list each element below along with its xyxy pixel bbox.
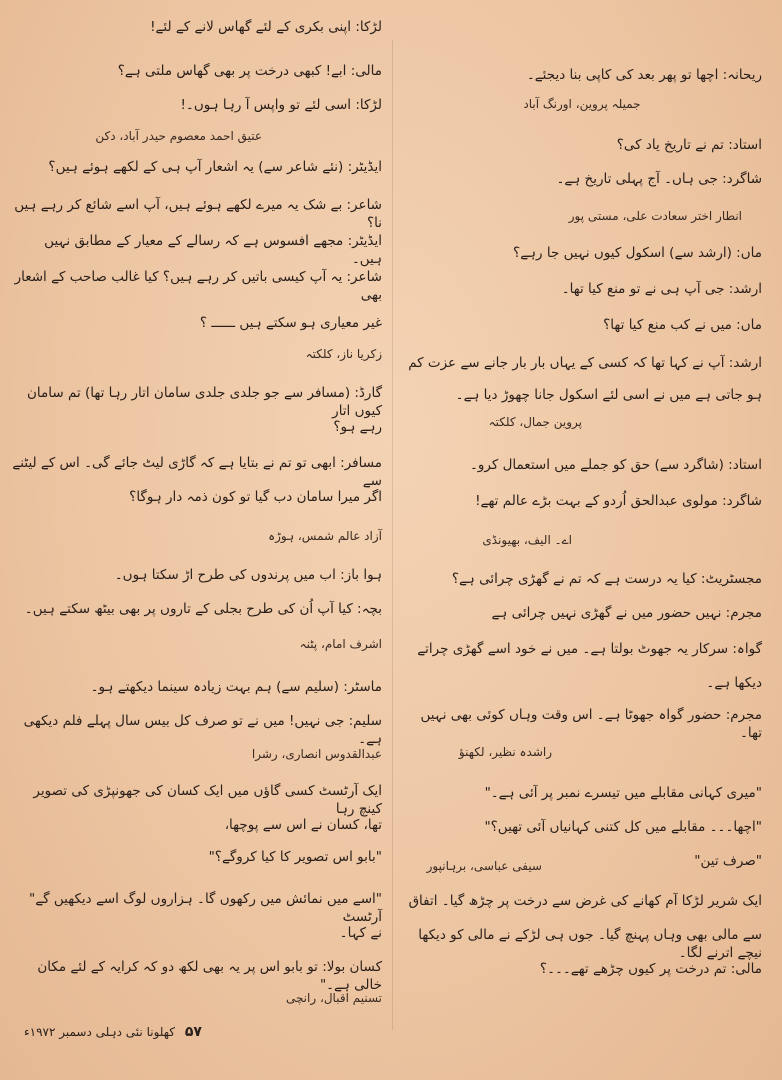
joke-line: "صرف تین" [694, 853, 762, 869]
joke-line: اگر میرا سامان دب گیا تو کون ذمہ دار ہوگا؟ [129, 489, 382, 505]
joke-line: ماں: میں نے کب منع کیا تھا؟ [603, 317, 762, 333]
joke-line: مجرم: نہیں حضور میں نے گھڑی نہیں چرائی ہے [491, 605, 762, 621]
joke-line: استاد: (شاگرد سے) حق کو جملے میں استعمال کرو۔ [469, 457, 762, 473]
page-footer [24, 1024, 202, 1040]
joke-line: ارشد: جی آپ ہی نے تو منع کیا تھا۔ [561, 281, 762, 297]
joke-line: نے کہا۔ [339, 925, 382, 941]
contributor-signature: جمیلہ پروین، اورنگ آباد [523, 97, 641, 111]
contributor-signature: اشرف امام، پٹنہ [299, 637, 382, 651]
contributor-signature: تسنیم اقبال، رانچی [285, 991, 382, 1005]
contributor-signature: اے۔ الیف، بھیونڈی [482, 533, 572, 547]
joke-line: ماں: (ارشد سے) اسکول کیوں نہیں جا رہے؟ [513, 245, 762, 261]
joke-line: بچہ: کیا آپ اُن کی طرح بجلی کے تاروں پر بھی بیٹھ سکتے ہیں۔ [24, 601, 382, 617]
joke-line: ارشد: آپ نے کہا تھا کہ کسی کے یہاں بار بار جانے سے عزت کم [408, 355, 762, 371]
joke-line: "میری کہانی مقابلے میں تیسرے نمبر پر آئی ہے۔" [484, 785, 762, 801]
joke-line: لڑکا: اسی لئے تو واپس آ رہا ہوں۔! [180, 97, 382, 113]
joke-line: ایڈیٹر: مجھے افسوس ہے کہ رسالے کے معیار کے مطابق نہیں ہیں۔ [44, 233, 382, 268]
joke-line: مسافر: ابھی تو تم نے بتایا ہے کہ گاڑی لیٹ جائے گی۔ اس کے لیٹنے سے [12, 455, 382, 490]
joke-line: ہوا باز: اب میں پرندوں کی طرح اڑ سکتا ہوں۔ [114, 567, 382, 583]
magazine-issue: کھلونا نئی دہلی دسمبر ۱۹۷۲ء [24, 1025, 175, 1039]
joke-line: "اچھا۔۔۔ مقابلے میں کل کتنی کہانیاں آئی تھیں؟" [484, 819, 762, 835]
joke-line: گارڈ: (مسافر سے جو جلدی جلدی سامان اتار رہا تھا) تم سامان کیوں اتار [26, 385, 382, 420]
joke-line: سے مالی بھی وہاں پہنچ گیا۔ جوں ہی لڑکے نے مالی کو دیکھا نیچے اترنے لگا۔ [418, 927, 762, 962]
joke-line: شاعر: یہ آپ کیسی باتیں کر رہے ہیں؟ کیا غالب صاحب کے اشعار بھی [14, 269, 382, 304]
contributor-signature: پروین جمال، کلکتہ [488, 415, 582, 429]
joke-line: کسان بولا: تو بابو اس پر یہ بھی لکھ دو کہ کرایہ کے لئے مکان خالی ہے۔" [37, 959, 382, 994]
contributor-signature: عبدالقدوس انصاری، رشرا [251, 747, 382, 761]
joke-line: شاعر: بے شک یہ میرے لکھے ہوئے ہیں، آپ اسے شائع کر رہے ہیں نا؟ [14, 197, 382, 232]
joke-line: دیکھا ہے۔ [706, 675, 762, 691]
joke-line: غیر معیاری ہو سکتے ہیں ــــــ ؟ [199, 315, 382, 331]
joke-line: لڑکا: اپنی بکری کے لئے گھاس لانے کے لئے! [150, 19, 382, 35]
joke-line: مجسٹریٹ: کیا یہ درست ہے کہ تم نے گھڑی چرائی ہے؟ [451, 571, 762, 587]
joke-line: ریحانہ: اچھا تو پھر بعد کی کاپی بنا دیجئے۔ [526, 67, 762, 83]
joke-line: شاگرد: مولوی عبدالحق اُردو کے بہت بڑے عالم تھے! [475, 493, 762, 509]
joke-line: ماسٹر: (سلیم سے) ہم بہت زیادہ سینما دیکھتے ہو۔ [90, 679, 382, 695]
joke-line: گواہ: سرکار یہ جھوٹ بولتا ہے۔ میں نے خود اسے گھڑی چراتے [417, 641, 762, 657]
page-number: ۵۷ [184, 1024, 202, 1040]
contributor-signature: انطار اختر سعادت علی، مستی پور [568, 209, 742, 223]
joke-line: "بابو اس تصویر کا کیا کروگے؟" [208, 849, 382, 865]
joke-line: ایڈیٹر: (نئے شاعر سے) یہ اشعار آپ ہی کے لکھے ہوئے ہیں؟ [48, 159, 382, 175]
contributor-signature: عتیق احمد معصوم حیدر آباد، دکن [95, 129, 262, 143]
contributor-signature: سیفی عباسی، برہانپور [426, 859, 542, 873]
joke-line: رہے ہو؟ [333, 419, 382, 435]
joke-line: مجرم: حضور گواہ جھوٹا ہے۔ اس وقت وہاں کوئی بھی نہیں تھا۔ [420, 707, 762, 742]
joke-line: "اسے میں نمائش میں رکھوں گا۔ ہزاروں لوگ اسے دیکھیں گے" آرٹسٹ [29, 891, 382, 926]
contributor-signature: آزاد عالم شمس، ہوڑہ [268, 529, 382, 543]
joke-line: مالی: تم درخت پر کیوں چڑھے تھے۔۔۔؟ [539, 961, 762, 977]
contributor-signature: زکریا ناز، کلکتہ [305, 347, 382, 361]
joke-line: ایک شریر لڑکا آم کھانے کی غرض سے درخت پر چڑھ گیا۔ اتفاق [408, 893, 762, 909]
joke-line: تھا، کسان نے اس سے پوچھا، [224, 817, 382, 833]
joke-line: ہو جاتی ہے میں نے اسی لئے اسکول جانا چھوڑ دیا ہے۔ [455, 387, 762, 403]
joke-line: مالی: ابے! کبھی درخت پر بھی گھاس ملتی ہے؟ [117, 63, 382, 79]
joke-line: ایک آرٹسٹ کسی گاؤں میں ایک کسان کی جھونپڑی کی تصویر کینچ رہا [33, 783, 382, 818]
contributor-signature: راشدہ نظیر، لکھنؤ [458, 745, 552, 759]
joke-line: استاد: تم نے تاریخ یاد کی؟ [616, 137, 762, 153]
joke-line: شاگرد: جی ہاں۔ آج پہلی تاریخ ہے۔ [556, 171, 762, 187]
joke-line: سلیم: جی نہیں! میں نے تو صرف کل بیس سال پہلے فلم دیکھی ہے۔ [23, 713, 382, 748]
